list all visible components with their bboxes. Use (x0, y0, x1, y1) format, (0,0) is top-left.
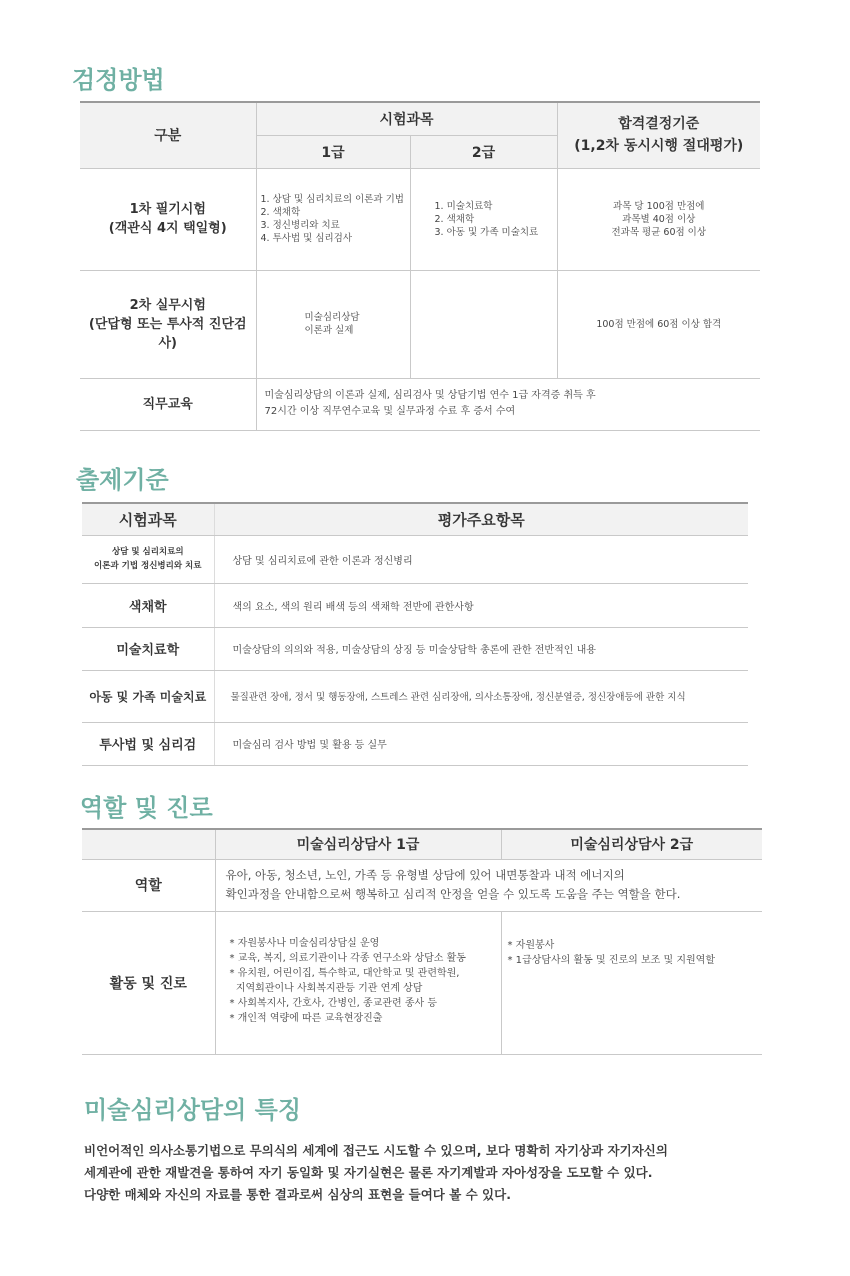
role-text: 유아, 아동, 청소년, 노인, 가족 등 유형별 상담에 있어 내면통찰과 내적 에너지의 확인과정을 안내함으로써 행복하고 심리적 안정을 얻을 수 있도록 도움을 주는 역할을 한다. (215, 859, 762, 911)
list-item: * 1급상담사의 활동 및 진로의 보조 및 지원역할 (507, 954, 715, 966)
header-counselor-level2: 미술심리상담사 2급 (501, 829, 762, 859)
header-eval-items: 평가주요항목 (214, 503, 748, 535)
subject-projective-test: 투사법 및 심리검 (82, 722, 214, 765)
table-row (82, 722, 748, 765)
list-item: * 자원봉사나 미술심리상담실 운영 (229, 937, 380, 949)
item-color-science: 색의 요소, 색의 원리 배색 등의 색채학 전반에 관한사항 (214, 583, 748, 627)
roles-title: 역할 및 진로 (80, 794, 213, 822)
subject-family-therapy: 아동 및 가족 미술치료 (82, 670, 214, 722)
item-projective-test: 미술심리 검사 방법 및 활용 등 실무 (214, 722, 748, 765)
table-row (82, 583, 748, 627)
role-label: 역할 (82, 859, 215, 911)
header-subject: 시험과목 (82, 503, 214, 535)
list-item: 지역회관이나 사회복지관등 기관 연계 상담 (229, 982, 423, 994)
career-level2-list (501, 911, 762, 1054)
written-exam-level1: 1. 상담 및 심리치료의 이론과 기법 2. 색채학 3. 정신병리와 치료 4. 투사법 및 심리검사 (256, 168, 410, 270)
written-exam-level2: 1. 미술치료학 2. 색채학 3. 아동 및 가족 미술치료 (410, 168, 557, 270)
list-item: * 유치원, 어린이집, 특수학교, 대안학교 및 관련학원, (229, 967, 460, 979)
job-training-content: 미술심리상담의 이론과 실제, 심리검사 및 상담기법 연수 1급 자격증 취득 후 72시간 이상 직무연수교육 및 실무과정 수료 후 증서 수여 (256, 378, 760, 430)
header-counselor-level1: 미술심리상담사 1급 (215, 829, 501, 859)
header-category: 구분 (80, 102, 256, 168)
features-paragraph (84, 1140, 784, 1206)
features-line: 비언어적인 의사소통기법으로 무의식의 세계에 접근도 시도할 수 있으며, 보다 명확히 자기상과 자기자신의 (84, 1143, 668, 1158)
career-label: 활동 및 진로 (82, 911, 215, 1054)
item-family-therapy: 물질관련 장애, 정서 및 행동장애, 스트레스 관련 심리장애, 의사소통장애, 정신분열증, 정신장애등에 관한 지식 (214, 670, 748, 722)
job-training-label: 직무교육 (80, 378, 256, 430)
header-empty (82, 829, 215, 859)
header-level2: 2급 (410, 135, 557, 168)
practical-exam-criteria: 100점 만점에 60점 이상 합격 (557, 270, 760, 378)
features-line: 세계관에 관한 재발견을 통하여 자기 동일화 및 자기실현은 물론 자기계발과 자아성장을 도모할 수 있다. (84, 1165, 653, 1180)
subject-counseling: 상담 및 심리치료의 이론과 기법 정신병리와 치료 (82, 535, 214, 583)
item-counseling: 상담 및 심리치료에 관한 이론과 정신병리 (214, 535, 748, 583)
header-pass-criteria: 합격결정기준 (1,2차 동시시행 절대평가) (557, 102, 760, 168)
roles-table (82, 828, 762, 1055)
features-line: 다양한 매체와 자신의 자료를 통한 결과로써 심상의 표현을 들여다 볼 수 있다. (84, 1187, 511, 1202)
table-row (82, 670, 748, 722)
header-subjects: 시험과목 (256, 102, 557, 135)
criteria-title: 출제기준 (76, 466, 169, 494)
list-item: * 자원봉사 (507, 939, 555, 951)
list-item: * 사회복지사, 간호사, 간병인, 종교관련 종사 등 (229, 997, 437, 1009)
criteria-table (82, 502, 748, 766)
table-row (82, 535, 748, 583)
table-row (82, 627, 748, 670)
written-exam-criteria: 과목 당 100점 만점에 과목별 40점 이상 전과목 평균 60점 이상 (557, 168, 760, 270)
header-level1: 1급 (256, 135, 410, 168)
subject-color-science: 색채학 (82, 583, 214, 627)
career-level1-list (215, 911, 501, 1054)
item-art-therapy: 미술상담의 의의와 적용, 미술상담의 상징 등 미술상담학 총론에 관한 전반적인 내용 (214, 627, 748, 670)
written-exam-label: 1차 필기시험 (객관식 4지 택일형) (80, 168, 256, 270)
list-item: * 교육, 복지, 의료기관이나 각종 연구소와 상담소 활동 (229, 952, 466, 964)
exam-method-table (80, 101, 760, 431)
practical-exam-level1: 미술심리상담 이론과 실제 (256, 270, 410, 378)
list-item: * 개인적 역량에 따른 교육현장진출 (229, 1012, 383, 1024)
practical-exam-label: 2차 실무시험 (단답형 또는 투사적 진단검사) (80, 270, 256, 378)
exam-method-title: 검정방법 (72, 66, 165, 94)
features-title: 미술심리상담의 특징 (84, 1096, 302, 1124)
subject-art-therapy: 미술치료학 (82, 627, 214, 670)
practical-exam-level2 (410, 270, 557, 378)
